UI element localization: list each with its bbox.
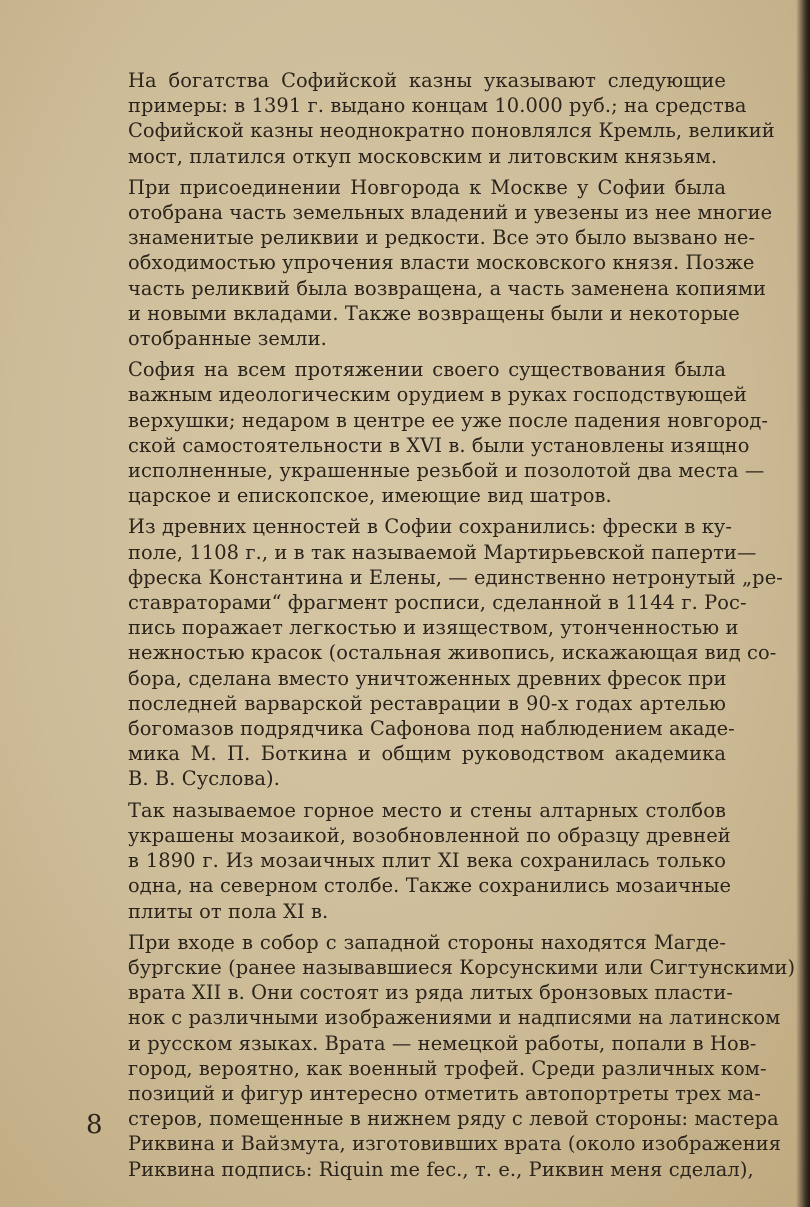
text-line: верхушки; недаром в центре ее уже после падения новгород- — [128, 408, 769, 432]
text-line: При входе в собор с западной стороны находятся Магде- — [128, 930, 726, 954]
text-line: одна, на северном столбе. Также сохранились мозаичные — [128, 874, 732, 898]
text-line: в 1890 г. Из мозаичных плит XI века сохранилась только — [128, 849, 726, 873]
text-line: примеры: в 1391 г. выдано концам 10.000 руб.; на средства — [128, 94, 747, 118]
paragraph-5 — [88, 798, 732, 924]
text-line: стеров, помещенные в нижнем ряду с левой стороны: мастера — [128, 1107, 779, 1131]
paragraph-6 — [88, 930, 796, 1182]
text-line: отобрана часть земельных владений и увезены из нее многие — [128, 201, 773, 225]
paragraph-1 — [88, 68, 775, 169]
page-number: 8 — [86, 1110, 103, 1140]
text-line: мост, платился откуп московским и литовским князьям. — [128, 144, 718, 168]
text-line: При присоединении Новгорода к Москве у Софии была — [128, 175, 726, 199]
text-line: и новыми вкладами. Также возвращены были и некоторые — [128, 301, 740, 325]
text-line: царское и епископское, имеющие вид шатров. — [128, 484, 612, 508]
text-line: Из древних ценностей в Софии сохранились: фрески в ку- — [128, 515, 733, 539]
text-line: бургские (ранее называвшиеся Корсунскими или Сигтунскими) — [128, 955, 796, 979]
text-line: исполненные, украшенные резьбой и позолотой два места — — [128, 459, 765, 483]
text-line: город, вероятно, как военный трофей. Среди различных ком- — [128, 1056, 767, 1080]
text-line: мика М. П. Боткина и общим руководством академика — [128, 742, 726, 766]
text-line: пись поражает легкостью и изяществом, утонченностью и — [128, 616, 739, 640]
text-line: Риквина подпись: Riquin me fec., т. е., Риквин меня сделал), — [128, 1157, 754, 1181]
text-line: часть реликвий была возвращена, а часть заменена копиями — [128, 276, 767, 300]
text-line: фреска Константина и Елены, — единственно нетронутый „ре- — [128, 565, 783, 589]
text-line: нок с различными изображениями и надписями на латинском — [128, 1006, 781, 1030]
text-line: последней варварской реставрации в 90-х годах артелью — [128, 691, 726, 715]
text-line: ставраторами“ фрагмент росписи, сделанной в 1144 г. Рос- — [128, 591, 747, 615]
text-line: обходимостью упрочения власти московского князя. Позже — [128, 251, 755, 275]
paragraph-2 — [88, 175, 773, 351]
text-line: София на всем протяжении своего существования была — [128, 358, 726, 382]
text-line: бора, сделана вместо уничтоженных древних фресок при — [128, 666, 727, 690]
text-line: и русском языках. Врата — немецкой работы, попали в Нов- — [128, 1031, 757, 1055]
text-line: знаменитые реликвии и редкости. Все это было вызвано не- — [128, 226, 756, 250]
body-text — [88, 68, 796, 1188]
text-line: нежностью красок (остальная живопись, искажающая вид со- — [128, 641, 777, 665]
page-edge-shadow — [796, 0, 810, 1207]
text-line: плиты от пола XI в. — [128, 899, 329, 923]
paragraph-3 — [88, 357, 769, 508]
text-line: В. В. Суслова). — [128, 767, 280, 791]
text-line: позиций и фигур интересно отметить автопортреты трех ма- — [128, 1081, 761, 1105]
text-line: врата XII в. Они состоят из ряда литых бронзовых пласти- — [128, 981, 734, 1005]
paragraph-4 — [88, 514, 783, 791]
text-line: важным идеологическим орудием в руках господствующей — [128, 383, 747, 407]
text-line: Риквина и Вайзмута, изготовивших врата (около изображения — [128, 1132, 782, 1156]
text-line: поле, 1108 г., и в так называемой Мартирьевской паперти— — [128, 540, 757, 564]
text-line: отобранные земли. — [128, 327, 327, 351]
text-line: ской самостоятельности в XVI в. были установлены изящно — [128, 433, 750, 457]
text-line: Так называемое горное место и стены алтарных столбов — [128, 798, 726, 822]
text-line: богомазов подрядчика Сафонова под наблюдением акаде- — [128, 717, 735, 741]
text-line: Софийской казны неоднократно поновлялся Кремль, великий — [128, 119, 775, 143]
text-line: украшены мозаикой, возобновленной по образцу древней — [128, 823, 731, 847]
text-line: На богатства Софийской казны указывают следующие — [128, 69, 726, 92]
